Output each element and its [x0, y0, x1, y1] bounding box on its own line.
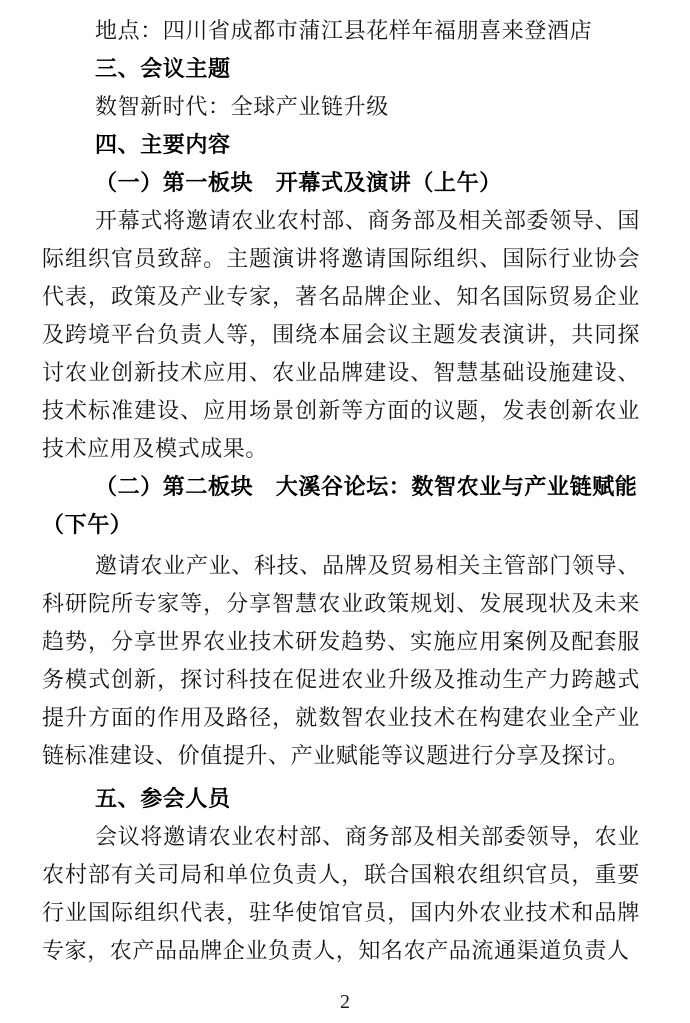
part2-paragraph: 邀请农业产业、科技、品牌及贸易相关主管部门领导、科研院所专家等，分享智慧农业政策规划、发展现状及未来趋势，分享世界农业技术研发趋势、实施应用案例及配套服务模式创新，探讨科技在促进农业升级及推动生产力跨越式提升方面的作用及路径，就数智农业技术在构建农业全产业链标准建设、价值提升、产业赋能等议题进行分享及探讨。	[42, 553, 640, 768]
section-heading-meeting-theme: 三、会议主题	[95, 56, 231, 81]
attendees-paragraph: 会议将邀请农业农村部、商务部及相关部委领导，农业农村部有关司局和单位负责人，联合国粮农组织官员，重要行业国际组织代表，驻华使馆官员，国内外农业技术和品牌专家，农产品品牌企业负责人，知名农产品流通渠道负责人	[42, 824, 640, 963]
subsection-heading-part2: （二）第二板块 大溪谷论坛：数智农业与产业链赋能（下午）	[42, 474, 638, 537]
section-heading-main-content: 四、主要内容	[95, 132, 231, 157]
meeting-theme-line: 数智新时代：全球产业链升级	[95, 94, 389, 119]
section-heading-attendees: 五、参会人员	[95, 786, 231, 811]
location-line: 地点：四川省成都市蒲江县花样年福朋喜来登酒店	[95, 18, 593, 43]
part1-paragraph: 开幕式将邀请农业农村部、商务部及相关部委领导、国际组织官员致辞。主题演讲将邀请国际组织、国际行业协会代表，政策及产业专家，著名品牌企业、知名国际贸易企业及跨境平台负责人等，围绕本届会议主题发表演讲，共同探讨农业创新技术应用、农业品牌建设、智慧基础设施建设、技术标准建设、应用场景创新等方面的议题，发表创新农业技术应用及模式成果。	[42, 208, 640, 461]
subsection-heading-part1: （一）第一板块 开幕式及演讲（上午）	[95, 170, 502, 195]
page-number: 2	[340, 991, 350, 1013]
